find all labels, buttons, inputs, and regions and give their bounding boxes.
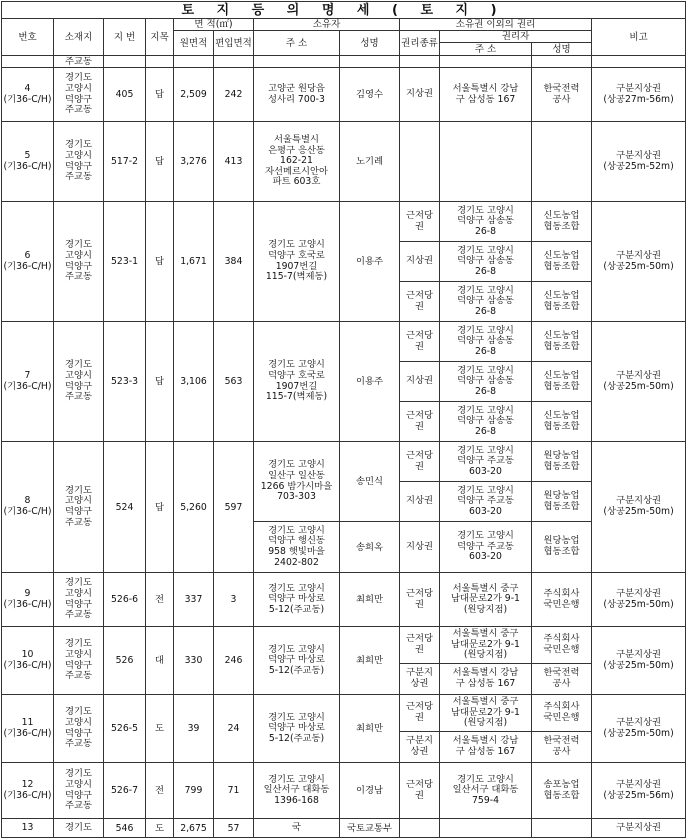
table-row bbox=[2, 819, 686, 838]
header-right-type: 권리종류 bbox=[400, 31, 440, 56]
row-orig-area: 2,509 bbox=[174, 68, 214, 122]
row-lot: 526-7 bbox=[104, 763, 146, 819]
row-remarks: 구분지상권 (상공25m-50m) bbox=[592, 322, 686, 442]
row-remarks: 구분지상권 (상공25m-50m) bbox=[592, 573, 686, 627]
table-row bbox=[2, 68, 686, 122]
row-category: 답 bbox=[146, 442, 174, 573]
row-holder-name: 한국전력 공사 bbox=[532, 68, 592, 122]
row-category: 답 bbox=[146, 68, 174, 122]
row-right-type: 근저당 권 bbox=[400, 695, 440, 732]
row-holder-addr bbox=[440, 122, 532, 202]
row-owner-addr: 경기도 고양시 덕양구 행신동 958 햇빛마을 2402-802 bbox=[254, 522, 340, 573]
row-owner-addr: 경기도 고양시 일산서구 대화동 1396-168 bbox=[254, 763, 340, 819]
row-holder-name: 주식회사 국민은행 bbox=[532, 573, 592, 627]
row-holder-name bbox=[532, 122, 592, 202]
header-holder-addr: 주 소 bbox=[440, 43, 532, 56]
row-owner-name: 송희옥 bbox=[340, 522, 400, 573]
row-number: 9 (기36-C/H) bbox=[2, 573, 54, 627]
row-holder-addr: 서울특별시 중구 남대문로2가 9-1 (원당지점) bbox=[440, 695, 532, 732]
row-owner-addr: 경기도 고양시 일산구 일산동 1266 밤가시마을 703-303 bbox=[254, 442, 340, 522]
row-orig-area: 330 bbox=[174, 627, 214, 695]
row-incl-area: 246 bbox=[214, 627, 254, 695]
row-remarks: 구분지상권 (상공25m-50m) bbox=[592, 695, 686, 763]
row-holder-name: 신도농업 협동조합 bbox=[532, 362, 592, 402]
row-right-type: 근저당 권 bbox=[400, 322, 440, 362]
row-right-type: 근저당 권 bbox=[400, 402, 440, 442]
row-right-type: 근저당 권 bbox=[400, 202, 440, 242]
header-holder: 권리자 bbox=[440, 31, 592, 43]
row-holder-name: 신도농업 협동조합 bbox=[532, 202, 592, 242]
row-lot: 405 bbox=[104, 68, 146, 122]
row-category: 도 bbox=[146, 819, 174, 838]
row-owner-name: 이용주 bbox=[340, 202, 400, 322]
row-owner-addr: 경기도 고양시 덕양구 마상로 5-12(주교동) bbox=[254, 695, 340, 763]
row-owner-name: 김영수 bbox=[340, 68, 400, 122]
row-category: 대 bbox=[146, 627, 174, 695]
row-remarks: 구분지상권 (상공25m-52m) bbox=[592, 122, 686, 202]
row-number: 4 (기36-C/H) bbox=[2, 68, 54, 122]
row-holder-addr: 경기도 고양시 덕양구 삼송동 26-8 bbox=[440, 202, 532, 242]
header-area: 면 적(㎡) bbox=[174, 19, 254, 31]
row-right-type: 지상권 bbox=[400, 482, 440, 522]
row-location: 경기도 고양시 덕양구 주교동 bbox=[54, 573, 104, 627]
row-category: 전 bbox=[146, 573, 174, 627]
header-no: 번호 bbox=[2, 19, 54, 56]
row-owner-addr: 서울특별시 은평구 응산동 162-21 자선메르시안아 파트 603호 bbox=[254, 122, 340, 202]
header-orig-area: 원면적 bbox=[174, 31, 214, 56]
header-rights: 소유권 이외의 권리 bbox=[400, 19, 592, 31]
row-owner-addr: 경기도 고양시 덕양구 마상로 5-12(주교동) bbox=[254, 627, 340, 695]
row-orig-area: 5,260 bbox=[174, 442, 214, 573]
row-holder-name: 원당농업 협동조합 bbox=[532, 522, 592, 573]
row-holder-name: 신도농업 협동조합 bbox=[532, 282, 592, 322]
row-holder-addr: 경기도 고양시 덕양구 삼송동 26-8 bbox=[440, 362, 532, 402]
row-holder-addr: 경기도 고양시 덕양구 주교동 603-20 bbox=[440, 482, 532, 522]
row-lot: 523-1 bbox=[104, 202, 146, 322]
row-category: 답 bbox=[146, 202, 174, 322]
table-row bbox=[2, 763, 686, 819]
row-holder-name: 한국전력 공사 bbox=[532, 732, 592, 763]
row-incl-area: 71 bbox=[214, 763, 254, 819]
row-owner-name: 최희만 bbox=[340, 695, 400, 763]
row-number: 8 (기36-C/H) bbox=[2, 442, 54, 573]
header-owner-name: 성명 bbox=[340, 31, 400, 56]
row-owner-addr: 고양군 원당읍 성사리 700-3 bbox=[254, 68, 340, 122]
row-right-type: 구분지 상권 bbox=[400, 732, 440, 763]
row-holder-addr: 서울특별시 강남 구 삼성동 167 bbox=[440, 732, 532, 763]
table-row bbox=[2, 122, 686, 202]
row-location: 경기도 고양시 덕양구 주교동 bbox=[54, 442, 104, 573]
row-remarks: 구분지상권 (상공27m-56m) bbox=[592, 68, 686, 122]
row-orig-area: 337 bbox=[174, 573, 214, 627]
row-remarks: 구분지상권 (상공25m-56m) bbox=[592, 763, 686, 819]
row-right-type: 지상권 bbox=[400, 522, 440, 573]
row-holder-name: 송포농업 협동조합 bbox=[532, 763, 592, 819]
row-remarks: 구분지상권 bbox=[592, 819, 686, 838]
header-holder-name: 성명 bbox=[532, 43, 592, 56]
row-location: 경기도 고양시 덕양구 주교동 bbox=[54, 322, 104, 442]
row-holder-name: 주식회사 국민은행 bbox=[532, 627, 592, 664]
row-incl-area: 597 bbox=[214, 442, 254, 573]
row-orig-area: 3,276 bbox=[174, 122, 214, 202]
row-owner-name: 이용주 bbox=[340, 322, 400, 442]
row-holder-addr: 서울특별시 강남 구 삼성동 167 bbox=[440, 664, 532, 695]
row-holder-addr: 경기도 고양시 덕양구 주교동 603-20 bbox=[440, 522, 532, 573]
row-right-type: 지상권 bbox=[400, 68, 440, 122]
land-details-table bbox=[1, 1, 686, 838]
row-holder-name: 신도농업 협동조합 bbox=[532, 242, 592, 282]
row-category: 전 bbox=[146, 763, 174, 819]
row-location: 경기도 고양시 덕양구 주교동 bbox=[54, 695, 104, 763]
header-remarks: 비고 bbox=[592, 19, 686, 56]
row-holder-name: 원당농업 협동조합 bbox=[532, 482, 592, 522]
carry-over-location: 주교동 bbox=[54, 56, 104, 68]
row-location: 경기도 bbox=[54, 819, 104, 838]
header-location: 소재지 bbox=[54, 19, 104, 56]
header-category: 지목 bbox=[146, 19, 174, 56]
row-remarks: 구분지상권 (상공25m-50m) bbox=[592, 442, 686, 573]
row-location: 경기도 고양시 덕양구 주교동 bbox=[54, 763, 104, 819]
row-incl-area: 242 bbox=[214, 68, 254, 122]
row-owner-addr: 국 bbox=[254, 819, 340, 838]
row-remarks: 구분지상권 (상공25m-50m) bbox=[592, 202, 686, 322]
header-owner: 소유자 bbox=[254, 19, 400, 31]
row-right-type: 근저당 권 bbox=[400, 763, 440, 819]
row-orig-area: 3,106 bbox=[174, 322, 214, 442]
row-right-type: 구분지 상권 bbox=[400, 664, 440, 695]
page-title: 토 지 등 의 명 세 ( 토 지 ) bbox=[2, 2, 686, 19]
row-number: 6 (기36-C/H) bbox=[2, 202, 54, 322]
table-row bbox=[2, 202, 686, 242]
row-number: 7 (기36-C/H) bbox=[2, 322, 54, 442]
row-holder-name: 신도농업 협동조합 bbox=[532, 402, 592, 442]
row-owner-addr: 경기도 고양시 덕양구 마상로 5-12(주교동) bbox=[254, 573, 340, 627]
row-right-type: 근저당 권 bbox=[400, 573, 440, 627]
row-holder-addr: 서울특별시 강남 구 삼성동 167 bbox=[440, 68, 532, 122]
row-orig-area: 2,675 bbox=[174, 819, 214, 838]
row-remarks: 구분지상권 (상공25m-50m) bbox=[592, 627, 686, 695]
row-orig-area: 799 bbox=[174, 763, 214, 819]
row-owner-addr: 경기도 고양시 덕양구 호국로 1907번길 115-7(벽제동) bbox=[254, 322, 340, 442]
row-holder-addr: 경기도 고양시 덕양구 주교동 603-20 bbox=[440, 442, 532, 482]
row-owner-name: 노기례 bbox=[340, 122, 400, 202]
row-right-type: 지상권 bbox=[400, 362, 440, 402]
row-number: 11 (기36-C/H) bbox=[2, 695, 54, 763]
row-incl-area: 24 bbox=[214, 695, 254, 763]
row-lot: 523-3 bbox=[104, 322, 146, 442]
row-owner-addr: 경기도 고양시 덕양구 호국로 1907번길 115-7(벽제동) bbox=[254, 202, 340, 322]
row-owner-name: 최희만 bbox=[340, 573, 400, 627]
row-owner-name: 이경남 bbox=[340, 763, 400, 819]
row-incl-area: 563 bbox=[214, 322, 254, 442]
row-orig-area: 39 bbox=[174, 695, 214, 763]
row-holder-addr: 서울특별시 중구 남대문로2가 9-1 (원당지점) bbox=[440, 627, 532, 664]
row-owner-name: 송민식 bbox=[340, 442, 400, 522]
row-incl-area: 413 bbox=[214, 122, 254, 202]
row-right-type bbox=[400, 819, 440, 838]
row-location: 경기도 고양시 덕양구 주교동 bbox=[54, 202, 104, 322]
header-incl-area: 편입면적 bbox=[214, 31, 254, 56]
row-lot: 517-2 bbox=[104, 122, 146, 202]
row-category: 답 bbox=[146, 322, 174, 442]
row-holder-addr: 서울특별시 중구 남대문로2가 9-1 (원당지점) bbox=[440, 573, 532, 627]
row-holder-addr: 경기도 고양시 덕양구 삼송동 26-8 bbox=[440, 282, 532, 322]
row-holder-name bbox=[532, 819, 592, 838]
row-holder-addr bbox=[440, 819, 532, 838]
row-orig-area: 1,671 bbox=[174, 202, 214, 322]
row-location: 경기도 고양시 덕양구 주교동 bbox=[54, 68, 104, 122]
row-lot: 526 bbox=[104, 627, 146, 695]
row-holder-addr: 경기도 고양시 덕양구 삼송동 26-8 bbox=[440, 242, 532, 282]
header-owner-addr: 주 소 bbox=[254, 31, 340, 56]
table-row bbox=[2, 442, 686, 482]
row-holder-addr: 경기도 고양시 일산서구 대화동 759-4 bbox=[440, 763, 532, 819]
row-right-type: 근저당 권 bbox=[400, 282, 440, 322]
row-number: 13 bbox=[2, 819, 54, 838]
row-incl-area: 384 bbox=[214, 202, 254, 322]
header-lot: 지 번 bbox=[104, 19, 146, 56]
row-lot: 526-5 bbox=[104, 695, 146, 763]
row-holder-name: 주식회사 국민은행 bbox=[532, 695, 592, 732]
table-row bbox=[2, 322, 686, 362]
row-category: 답 bbox=[146, 122, 174, 202]
row-lot: 526-6 bbox=[104, 573, 146, 627]
row-right-type: 근저당 권 bbox=[400, 442, 440, 482]
row-location: 경기도 고양시 덕양구 주교동 bbox=[54, 627, 104, 695]
row-incl-area: 3 bbox=[214, 573, 254, 627]
row-number: 5 (기36-C/H) bbox=[2, 122, 54, 202]
row-holder-name: 한국전력 공사 bbox=[532, 664, 592, 695]
row-holder-addr: 경기도 고양시 덕양구 삼송동 26-8 bbox=[440, 322, 532, 362]
row-holder-name: 신도농업 협동조합 bbox=[532, 322, 592, 362]
table-row bbox=[2, 627, 686, 664]
row-category: 도 bbox=[146, 695, 174, 763]
row-number: 10 (기36-C/H) bbox=[2, 627, 54, 695]
row-number: 12 (기36-C/H) bbox=[2, 763, 54, 819]
row-incl-area: 57 bbox=[214, 819, 254, 838]
row-owner-name: 최희만 bbox=[340, 627, 400, 695]
row-right-type: 지상권 bbox=[400, 242, 440, 282]
row-lot: 524 bbox=[104, 442, 146, 573]
table-row bbox=[2, 573, 686, 627]
table-row bbox=[2, 695, 686, 732]
row-lot: 546 bbox=[104, 819, 146, 838]
row-right-type bbox=[400, 122, 440, 202]
row-owner-name: 국토교통부 bbox=[340, 819, 400, 838]
row-right-type: 근저당 권 bbox=[400, 627, 440, 664]
row-holder-addr: 경기도 고양시 덕양구 삼송동 26-8 bbox=[440, 402, 532, 442]
row-location: 경기도 고양시 덕양구 주교동 bbox=[54, 122, 104, 202]
row-holder-name: 원당농업 협동조합 bbox=[532, 442, 592, 482]
